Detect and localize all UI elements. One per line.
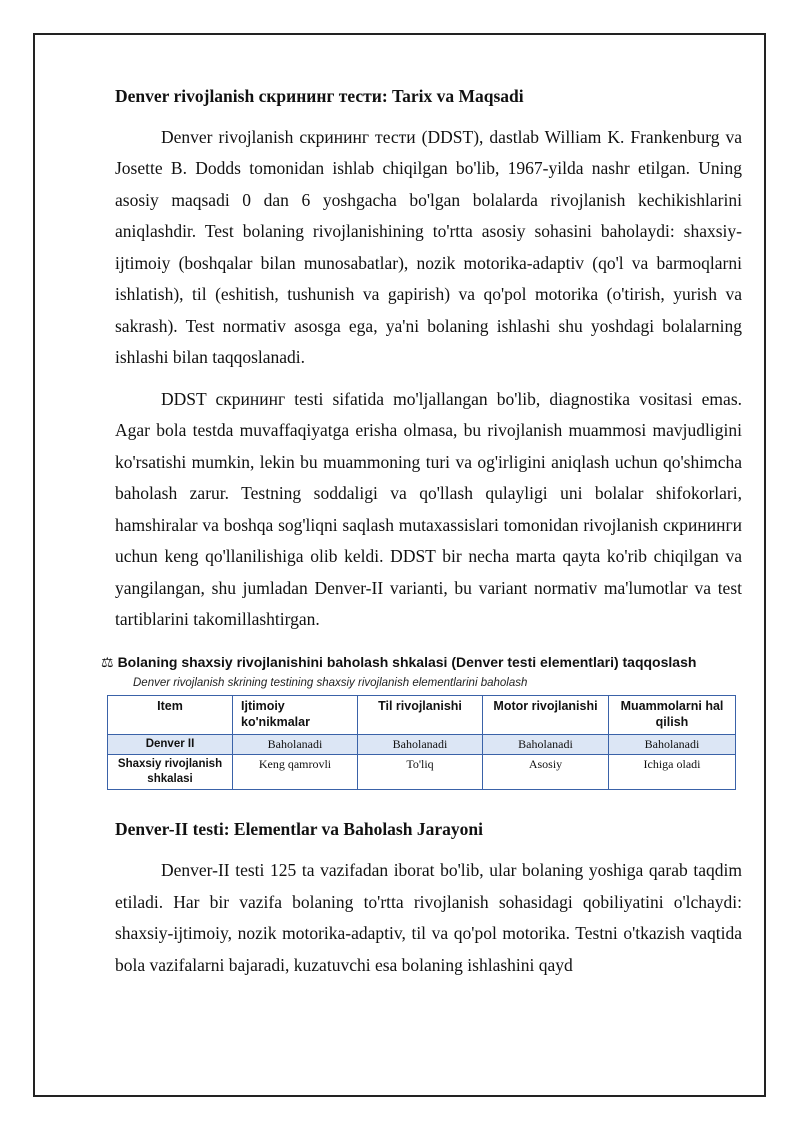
section-heading: Denver rivojlanish скрининг тести: Tarix va Maqsadi — [115, 86, 524, 106]
table-row-header: Denver II — [108, 734, 233, 755]
table-header-row — [108, 695, 736, 734]
table-row-header: Shaxsiy rivojlanish shkalasi — [108, 755, 233, 790]
section-heading: Denver-II testi: Elementlar va Baholash Jarayoni — [115, 819, 483, 840]
table-cell: Asosiy — [483, 755, 609, 790]
table-row — [108, 734, 736, 755]
comparison-table — [107, 695, 736, 791]
table-cell: Baholanadi — [358, 734, 483, 755]
table-cell: Baholanadi — [483, 734, 609, 755]
table-header-cell: Motor rivojlanishi — [483, 695, 609, 734]
table-row — [108, 755, 736, 790]
document-body — [101, 85, 742, 991]
table-header-cell: Item — [108, 695, 233, 734]
scale-icon: ⚖ — [101, 653, 114, 670]
table-cell: Keng qamrovli — [233, 755, 358, 790]
table-cell: To'liq — [358, 755, 483, 790]
table-header-cell: Til rivojlanishi — [358, 695, 483, 734]
table-subcaption: Denver rivojlanish skrining testining shaxsiy rivojlanish elementlarini baholash — [133, 676, 528, 689]
table-header-cell: Muammolarni hal qilish — [609, 695, 736, 734]
table-caption — [101, 654, 742, 671]
table-cell: Baholanadi — [609, 734, 736, 755]
paragraph: Denver rivojlanish скрининг тести (DDST), dastlab William K. Frankenburg va Josette B. Dodds tomonidan ishlab chiqilgan bo'lib, 1967-yilda nashr etilgan. Uning asosiy maqsadi 0 dan 6 yoshgacha bo'lgan bolalarda rivojlanish kechikishlarini aniqlashdir. Test bolaning rivojlanishining to'rtta asosiy sohasini baholaydi: shaxsiy-ijtimoiy (boshqalar bilan munosabatlar), nozik motorika-adaptiv (qo'l va barmoqlarni ishlatish), til (eshitish, tushunish va gapirish) va qo'pol motorika (o'tirish, yurish va sakrash). Test normativ asosga ega, ya'ni bolaning ishlashi shu yoshdagi bolalarning ishlashi bilan taqqoslanadi. — [115, 126, 742, 368]
paragraph: DDST скрининг testi sifatida mo'ljallangan bo'lib, diagnostika vositasi emas. Agar bola testda muvaffaqiyatga erisha olmasa, bu rivojlanish muammosi mavjudligini ko'rsatishi mumkin, lekin bu muammoning turi va og'irligini aniqlash uchun qo'shimcha baholash zarur. Testning soddaligi va qo'llash qulayligi uni bolalar shifokorlari, hamshiralar va boshqa sog'liqni saqlash mutaxassislari tomonidan rivojlanish скрининги uchun keng qo'llanilishiga olib keldi. DDST bir necha marta qayta ko'rib chiqilgan va yangilangan, shu jumladan Denver-II varianti, bu variant normativ ma'lumotlar va test tartiblarini takomillashtirgan. — [115, 388, 742, 630]
table-header-cell: Ijtimoiy ko'nikmalar — [233, 695, 358, 734]
table-cell: Ichiga oladi — [609, 755, 736, 790]
spacer — [115, 790, 742, 818]
table-caption-text: Bolaning shaxsiy rivojlanishini baholash shkalasi (Denver testi elementlari) taqqoslash — [117, 653, 697, 670]
table-cell: Baholanadi — [233, 734, 358, 755]
paragraph: Denver-II testi 125 ta vazifadan iborat bo'lib, ular bolaning yoshiga qarab taqdim etiladi. Har bir vazifa bolaning to'rtta rivojlanish sohasidagi qobiliyatini o'lchaydi: shaxsiy-ijtimoiy, nozik motorika-adaptiv, til va qo'pol motorika. Testni o'tkazish vaqtida bola vazifalarni bajaradi, kuzatuvchi esa bolaning ishlashini qayd — [115, 860, 742, 975]
